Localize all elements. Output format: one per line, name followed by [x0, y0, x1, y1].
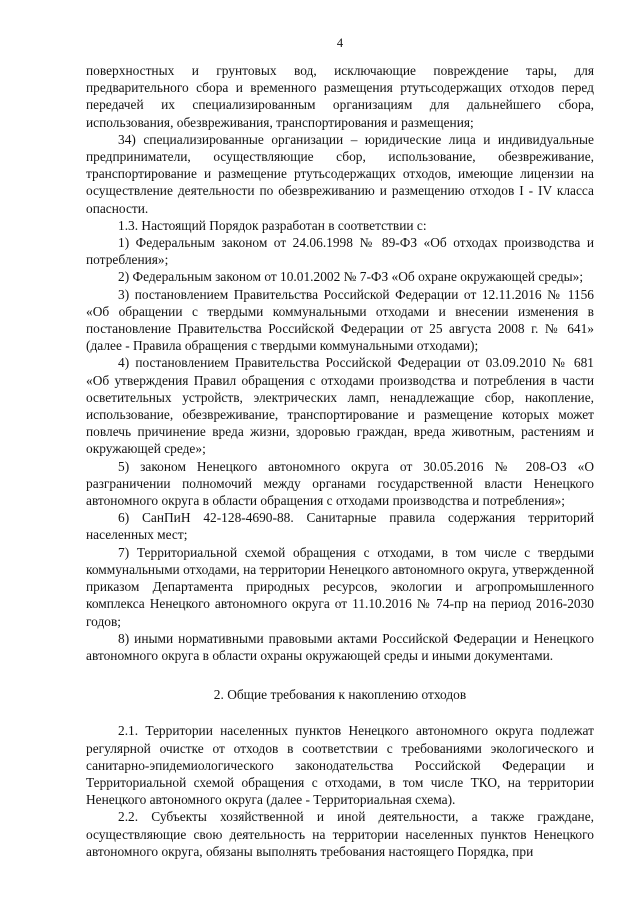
list-item-law-4: 4) постановлением Правительства Российской Федерации от 03.09.2010 № 681 «Об утверждения Правил обращения с отходами производства и потребления в части осветительных устройств, электрических ламп, ненадлежащие сбор, накопление, использование, обезвреживание, транспортирование и размещение которых может повлечь причинение вреда жизни, здоровью граждан, вреда животным, растениям и окружающей среде»; [86, 355, 594, 457]
list-item-law-5: 5) законом Ненецкого автономного округа от 30.05.2016 № 208-ОЗ «О разграничении полномочий между органами государственной власти Ненецкого автономного округа в области обращения с отходами производства и потребления»; [86, 458, 594, 509]
list-item-law-6: 6) СанПиН 42-128-4690-88. Санитарные правила содержания территорий населенных мест; [86, 510, 594, 543]
list-item-law-3: 3) постановлением Правительства Российской Федерации от 12.11.2016 № 1156 «Об обращении с твердыми коммунальными отходами и внесении изменения в постановление Правительства Российской Федерации от 25 августа 2008 г. № 641» (далее - Правила обращения с твердыми коммунальными отходами); [86, 286, 594, 354]
paragraph-item-34: 34) специализированные организации – юридические лица и индивидуальные предприниматели, осуществляющие сбор, использование, обезвреживание, транспортирование и размещение ртутьсодержащих отходов, имеющие лицензии на осуществление деятельности по обезвреживанию и размещению отходов I - IV класса опасности. [86, 131, 594, 216]
paragraph-2-1: 2.1. Территории населенных пунктов Ненецкого автономного округа подлежат регулярной очистке от отходов в соответствии с требованиями экологического и санитарно-эпидемиологического законодательства Российской Федерации и Территориальной схемой обращения с отходами, в том числе ТКО, на территории Ненецкого автономного округа (далее - Территориальная схема). [86, 723, 594, 808]
paragraphs-bottom [86, 722, 594, 860]
section-heading: 2. Общие требования к накоплению отходов [213, 687, 467, 703]
paragraph-continuation: поверхностных и грунтовых вод, исключающие повреждение тары, для предварительного сбора и временного размещения ртутьсодержащих отходов перед передачей их специализированным организациям для дальнейшего сбора, использования, обезвреживания, транспортирования и размещения; [86, 63, 594, 130]
list-item-law-2: 2) Федеральным законом от 10.01.2002 № 7-ФЗ «Об охране окружающей среды»; [118, 269, 584, 285]
paragraphs-top [86, 62, 594, 664]
paragraph-2-2: 2.2. Субъекты хозяйственной и иной деятельности, а также граждане, осуществляющие свою деятельность на территории населенных пунктов Ненецкого автономного округа, обязаны выполнять требования настоящего Порядка, при [86, 809, 594, 859]
list-item-law-1: 1) Федеральным законом от 24.06.1998 № 89-ФЗ «Об отходах производства и потребления»; [86, 235, 594, 268]
list-item-law-8: 8) иными нормативными правовыми актами Российской Федерации и Ненецкого автономного округа в области охраны окружающей среды и иными документами. [86, 630, 594, 663]
page-number: 4 [336, 36, 344, 50]
list-item-law-7: 7) Территориальной схемой обращения с отходами, в том числе с твердыми коммунальными отходами, на территории Ненецкого автономного округа, утвержденной приказом Департамента природных ресурсов, экологии и агропромышленного комплекса Ненецкого автономного округа от 11.10.2016 № 74-пр на период 2016-2030 годов; [86, 544, 594, 629]
paragraph-1-3: 1.3. Настоящий Порядок разработан в соответствии с: [118, 217, 427, 233]
